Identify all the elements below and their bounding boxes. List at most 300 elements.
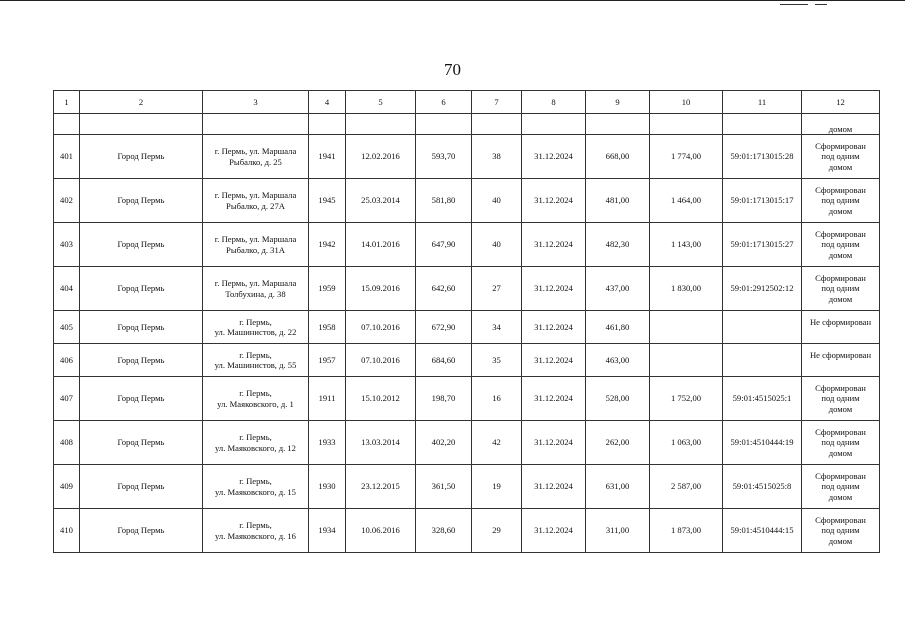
land-status-text: домом: [828, 447, 853, 458]
row-number-text: 406: [60, 354, 73, 365]
residents-cell: [472, 135, 522, 179]
row-number-text: 401: [60, 151, 73, 162]
deadline-text: 31.12.2024: [534, 195, 573, 206]
deadline-cell: [522, 267, 586, 311]
year-built-text: 1930: [318, 481, 336, 492]
residents-cell: [472, 179, 522, 223]
municipality-cell: [80, 344, 203, 377]
cadastral-value-cell: [650, 223, 723, 267]
column-header: 10: [650, 91, 723, 114]
cadastral-value-cell: [650, 311, 723, 344]
survey-date-text: 15.10.2012: [361, 393, 400, 404]
row-number-text: 405: [60, 321, 73, 332]
row-number-text: 404: [60, 283, 73, 294]
survey-date-cell: [346, 311, 416, 344]
address-text: Рыбалко, д. 31А: [226, 244, 285, 255]
deadline-text: 31.12.2024: [534, 321, 573, 332]
table-cell: [80, 114, 203, 135]
land-status-cell: [802, 509, 880, 553]
land-status-text: домом: [828, 161, 853, 172]
deadline-text: 31.12.2024: [534, 283, 573, 294]
land-status-text: Сформирован: [815, 514, 866, 525]
land-area-cell: [586, 377, 650, 421]
area-cell: [416, 344, 472, 377]
address-cell: [203, 267, 309, 311]
address-cell: [203, 344, 309, 377]
land-status-cell: [802, 377, 880, 421]
area-cell: [416, 179, 472, 223]
deadline-text: 31.12.2024: [534, 354, 573, 365]
cadastral-number-text: 59:01:4510444:15: [730, 525, 794, 536]
deadline-text: 31.12.2024: [534, 393, 573, 404]
municipality-text: Город Пермь: [117, 481, 165, 492]
deadline-cell: [522, 179, 586, 223]
column-number-row: [54, 91, 880, 114]
land-status-text: под одним: [821, 437, 860, 448]
cadastral-number-cell: [723, 509, 802, 553]
cadastral-value-text: 1 873,00: [670, 525, 702, 536]
deadline-cell: [522, 223, 586, 267]
municipality-text: Город Пермь: [117, 283, 165, 294]
column-header: 9: [586, 91, 650, 114]
area-text: 593,70: [431, 151, 456, 162]
column-header: 2: [80, 91, 203, 114]
page-number: 70: [444, 60, 461, 79]
residents-text: 42: [492, 437, 501, 448]
land-area-text: 528,00: [605, 393, 630, 404]
row-number-cell: [54, 465, 80, 509]
land-status-cell: [802, 465, 880, 509]
area-text: 672,90: [431, 321, 456, 332]
municipality-text: Город Пермь: [117, 151, 165, 162]
residents-text: 27: [492, 283, 501, 294]
land-status-text: Сформирован: [815, 426, 866, 437]
area-cell: [416, 311, 472, 344]
table-row: [54, 377, 880, 421]
column-header: 7: [472, 91, 522, 114]
row-number-text: 409: [60, 481, 73, 492]
address-cell: [203, 179, 309, 223]
land-status-text: Сформирован: [815, 184, 866, 195]
survey-date-text: 14.01.2016: [361, 239, 400, 250]
survey-date-cell: [346, 135, 416, 179]
cadastral-value-text: 1 774,00: [670, 151, 702, 162]
deadline-text: 31.12.2024: [534, 239, 573, 250]
address-text: ул. Маяковского, д. 16: [215, 530, 296, 541]
area-cell: [416, 267, 472, 311]
column-header: 12: [802, 91, 880, 114]
address-text: Рыбалко, д. 27А: [226, 200, 285, 211]
table-row: [54, 311, 880, 344]
land-status-text: домом: [828, 535, 853, 546]
land-status-text: домом: [828, 249, 853, 260]
municipality-cell: [80, 135, 203, 179]
year-built-text: 1958: [318, 321, 336, 332]
column-header: 8: [522, 91, 586, 114]
address-cell: [203, 509, 309, 553]
cadastral-number-cell: [723, 377, 802, 421]
deadline-text: 31.12.2024: [534, 481, 573, 492]
address-cell: [203, 135, 309, 179]
address-text: г. Пермь, ул. Маршала: [214, 278, 297, 288]
year-built-text: 1941: [318, 151, 336, 162]
land-area-text: 481,00: [605, 195, 630, 206]
municipality-cell: [80, 267, 203, 311]
table-row: [54, 509, 880, 553]
land-status-text: Сформирован: [815, 228, 866, 239]
year-built-cell: [309, 179, 346, 223]
address-text: г. Пермь, ул. Маршала: [214, 190, 297, 200]
municipality-text: Город Пермь: [117, 525, 165, 536]
address-text: г. Пермь,: [239, 520, 272, 530]
residents-cell: [472, 421, 522, 465]
deadline-cell: [522, 421, 586, 465]
land-area-cell: [586, 421, 650, 465]
year-built-text: 1957: [318, 354, 336, 365]
address-text: Рыбалко, д. 25: [229, 156, 282, 167]
municipality-cell: [80, 465, 203, 509]
land-status-text: Сформирован: [815, 140, 866, 151]
survey-date-cell: [346, 344, 416, 377]
survey-date-cell: [346, 267, 416, 311]
deadline-text: 31.12.2024: [534, 151, 573, 162]
row-number-cell: [54, 509, 80, 553]
area-text: 647,90: [431, 239, 456, 250]
row-number-text: 403: [60, 239, 73, 250]
cadastral-number-text: 59:01:4515025:1: [732, 393, 792, 404]
land-area-cell: [586, 311, 650, 344]
table-cell: [650, 114, 723, 135]
year-built-cell: [309, 465, 346, 509]
land-status-text: домом: [828, 403, 853, 414]
land-area-cell: [586, 465, 650, 509]
cadastral-value-cell: [650, 179, 723, 223]
land-area-cell: [586, 344, 650, 377]
survey-date-cell: [346, 465, 416, 509]
row-number-text: 407: [60, 393, 73, 404]
land-status-text: домом: [828, 491, 853, 502]
deadline-cell: [522, 509, 586, 553]
residents-text: 19: [492, 481, 501, 492]
address-cell: [203, 311, 309, 344]
year-built-text: 1933: [318, 437, 336, 448]
land-status-text: под одним: [821, 481, 860, 492]
survey-date-text: 07.10.2016: [361, 321, 400, 332]
table-row: [54, 421, 880, 465]
scan-edge-line: [0, 0, 905, 1]
cadastral-number-text: 59:01:4515025:8: [732, 481, 792, 492]
municipality-cell: [80, 509, 203, 553]
municipality-text: Город Пермь: [117, 437, 165, 448]
year-built-text: 1942: [318, 239, 336, 250]
column-header: 3: [203, 91, 309, 114]
cadastral-number-cell: [723, 421, 802, 465]
municipality-text: Город Пермь: [117, 195, 165, 206]
land-status-text: Сформирован: [815, 470, 866, 481]
year-built-text: 1934: [318, 525, 336, 536]
land-area-text: 482,30: [605, 239, 630, 250]
deadline-text: 31.12.2024: [534, 525, 573, 536]
land-status-text: под одним: [821, 525, 860, 536]
land-status-text: домом: [828, 205, 853, 216]
municipality-text: Город Пермь: [117, 354, 165, 365]
row-number-text: 410: [60, 525, 73, 536]
land-area-text: 461,80: [605, 321, 630, 332]
column-header: 11: [723, 91, 802, 114]
area-text: 328,60: [431, 525, 456, 536]
residents-text: 38: [492, 151, 501, 162]
address-cell: [203, 421, 309, 465]
land-status-cell: [802, 344, 880, 377]
land-status-cell: [802, 179, 880, 223]
table-cell: [54, 114, 80, 135]
row-number-cell: [54, 344, 80, 377]
address-text: г. Пермь,: [239, 349, 272, 360]
table-row: [54, 267, 880, 311]
table-row: [54, 223, 880, 267]
survey-date-text: 13.03.2014: [361, 437, 400, 448]
cadastral-number-cell: [723, 179, 802, 223]
table-row: [54, 179, 880, 223]
residents-cell: [472, 509, 522, 553]
area-text: 402,20: [431, 437, 456, 448]
year-built-cell: [309, 344, 346, 377]
municipality-cell: [80, 377, 203, 421]
row-number-cell: [54, 179, 80, 223]
deadline-cell: [522, 135, 586, 179]
cadastral-number-text: 59:01:1713015:27: [730, 239, 794, 250]
address-cell: [203, 223, 309, 267]
cadastral-value-cell: [650, 344, 723, 377]
row-number-cell: [54, 377, 80, 421]
municipality-text: Город Пермь: [117, 321, 165, 332]
column-header: 1: [54, 91, 80, 114]
year-built-cell: [309, 267, 346, 311]
land-status-text: под одним: [821, 393, 860, 404]
land-area-text: 668,00: [605, 151, 630, 162]
column-header: 6: [416, 91, 472, 114]
cadastral-value-text: 1 464,00: [670, 195, 702, 206]
area-text: 684,60: [431, 354, 456, 365]
land-area-cell: [586, 267, 650, 311]
land-area-text: 437,00: [605, 283, 630, 294]
residents-cell: [472, 344, 522, 377]
table-cell: домом: [802, 114, 880, 135]
land-status-text: под одним: [821, 239, 860, 250]
row-number-cell: [54, 421, 80, 465]
land-status-text: Сформирован: [815, 382, 866, 393]
land-status-cell: [802, 267, 880, 311]
address-text: Толбухина, д. 38: [225, 288, 286, 299]
year-built-cell: [309, 223, 346, 267]
column-header: 4: [309, 91, 346, 114]
address-text: г. Пермь, ул. Маршала: [214, 234, 297, 244]
residents-cell: [472, 311, 522, 344]
land-area-cell: [586, 223, 650, 267]
year-built-cell: [309, 135, 346, 179]
land-status-text: под одним: [821, 151, 860, 162]
cadastral-value-cell: [650, 509, 723, 553]
land-status-text: Не сформирован: [809, 349, 872, 360]
cadastral-number-cell: [723, 344, 802, 377]
address-cell: [203, 465, 309, 509]
municipality-text: Город Пермь: [117, 393, 165, 404]
survey-date-cell: [346, 179, 416, 223]
area-text: 361,50: [431, 481, 456, 492]
land-status-cell: [802, 421, 880, 465]
land-area-cell: [586, 509, 650, 553]
residents-cell: [472, 377, 522, 421]
land-status-cell: [802, 135, 880, 179]
row-number-cell: [54, 223, 80, 267]
address-text: ул. Машинистов, д. 22: [214, 327, 297, 337]
address-text: г. Пермь,: [239, 316, 272, 327]
municipality-cell: [80, 421, 203, 465]
address-text: г. Пермь,: [239, 432, 272, 442]
row-number-cell: [54, 135, 80, 179]
municipality-cell: [80, 223, 203, 267]
cadastral-number-cell: [723, 311, 802, 344]
address-text: ул. Маяковского, д. 1: [217, 398, 294, 409]
survey-date-text: 25.03.2014: [361, 195, 400, 206]
land-area-text: 631,00: [605, 481, 630, 492]
deadline-cell: [522, 465, 586, 509]
residents-cell: [472, 465, 522, 509]
address-text: ул. Машинистов, д. 55: [214, 360, 297, 370]
land-status-cell: [802, 311, 880, 344]
land-area-text: 262,00: [605, 437, 630, 448]
scan-mark: [815, 4, 827, 5]
residents-cell: [472, 223, 522, 267]
year-built-cell: [309, 311, 346, 344]
survey-date-text: 12.02.2016: [361, 151, 400, 162]
year-built-text: 1945: [318, 195, 336, 206]
deadline-text: 31.12.2024: [534, 437, 573, 448]
year-built-text: 1959: [318, 283, 336, 294]
residents-text: 29: [492, 525, 501, 536]
row-number-text: 408: [60, 437, 73, 448]
row-number-text: 402: [60, 195, 73, 206]
address-text: ул. Маяковского, д. 12: [215, 442, 296, 453]
cadastral-number-cell: [723, 465, 802, 509]
table-row: [54, 344, 880, 377]
land-status-text: домом: [828, 293, 853, 304]
land-area-text: 463,00: [605, 354, 630, 365]
residents-text: 40: [492, 239, 501, 250]
land-status-text: под одним: [821, 195, 860, 206]
cadastral-value-text: 1 752,00: [670, 393, 702, 404]
survey-date-text: 15.09.2016: [361, 283, 400, 294]
residents-cell: [472, 267, 522, 311]
survey-date-cell: [346, 377, 416, 421]
cadastral-number-cell: [723, 223, 802, 267]
registry-table: [53, 90, 880, 553]
area-cell: [416, 421, 472, 465]
year-built-text: 1911: [318, 393, 336, 404]
area-cell: [416, 509, 472, 553]
table-cell: [309, 114, 346, 135]
land-status-text: Не сформирован: [809, 316, 872, 327]
cadastral-number-cell: [723, 135, 802, 179]
continuation-row: [54, 114, 880, 135]
survey-date-text: 10.06.2016: [361, 525, 400, 536]
residents-text: 34: [492, 321, 501, 332]
cadastral-number-text: 59:01:2912502:12: [730, 283, 794, 294]
land-area-text: 311,00: [605, 525, 630, 536]
year-built-cell: [309, 377, 346, 421]
municipality-text: Город Пермь: [117, 239, 165, 250]
area-text: 198,70: [431, 393, 456, 404]
table-row: [54, 135, 880, 179]
column-header: 5: [346, 91, 416, 114]
residents-text: 16: [492, 393, 501, 404]
cadastral-value-cell: [650, 421, 723, 465]
table-cell: [586, 114, 650, 135]
survey-date-text: 07.10.2016: [361, 354, 400, 365]
deadline-cell: [522, 344, 586, 377]
address-text: г. Пермь,: [239, 476, 272, 486]
survey-date-text: 23.12.2015: [361, 481, 400, 492]
cadastral-value-text: 1 063,00: [670, 437, 702, 448]
land-area-cell: [586, 135, 650, 179]
deadline-cell: [522, 311, 586, 344]
row-number-cell: [54, 267, 80, 311]
row-number-cell: [54, 311, 80, 344]
survey-date-cell: [346, 223, 416, 267]
area-cell: [416, 465, 472, 509]
scan-mark: [780, 4, 808, 5]
address-text: г. Пермь,: [239, 388, 272, 398]
table-cell: [203, 114, 309, 135]
deadline-cell: [522, 377, 586, 421]
cadastral-value-cell: [650, 135, 723, 179]
address-text: ул. Маяковского, д. 15: [215, 486, 296, 497]
year-built-cell: [309, 509, 346, 553]
address-cell: [203, 377, 309, 421]
table-cell: [472, 114, 522, 135]
residents-text: 40: [492, 195, 501, 206]
cadastral-value-text: 1 830,00: [670, 283, 702, 294]
cadastral-value-cell: [650, 267, 723, 311]
municipality-cell: [80, 179, 203, 223]
area-cell: [416, 377, 472, 421]
cadastral-number-text: 59:01:4510444:19: [730, 437, 794, 448]
table-cell: [346, 114, 416, 135]
survey-date-cell: [346, 509, 416, 553]
table-cell: [522, 114, 586, 135]
cadastral-number-text: 59:01:1713015:28: [730, 151, 794, 162]
table-cell: [416, 114, 472, 135]
cadastral-value-cell: [650, 465, 723, 509]
land-status-text: под одним: [821, 283, 860, 294]
residents-text: 35: [492, 354, 501, 365]
cadastral-number-text: 59:01:1713015:17: [730, 195, 794, 206]
land-area-cell: [586, 179, 650, 223]
table-row: [54, 465, 880, 509]
survey-date-cell: [346, 421, 416, 465]
cadastral-value-text: 2 587,00: [670, 481, 702, 492]
address-text: г. Пермь, ул. Маршала: [214, 146, 297, 156]
area-text: 642,60: [431, 283, 456, 294]
land-status-text: Сформирован: [815, 272, 866, 283]
cadastral-number-cell: [723, 267, 802, 311]
area-cell: [416, 223, 472, 267]
cadastral-value-text: 1 143,00: [670, 239, 702, 250]
table-cell: [723, 114, 802, 135]
cadastral-value-cell: [650, 377, 723, 421]
land-status-cell: [802, 223, 880, 267]
area-text: 581,80: [431, 195, 456, 206]
